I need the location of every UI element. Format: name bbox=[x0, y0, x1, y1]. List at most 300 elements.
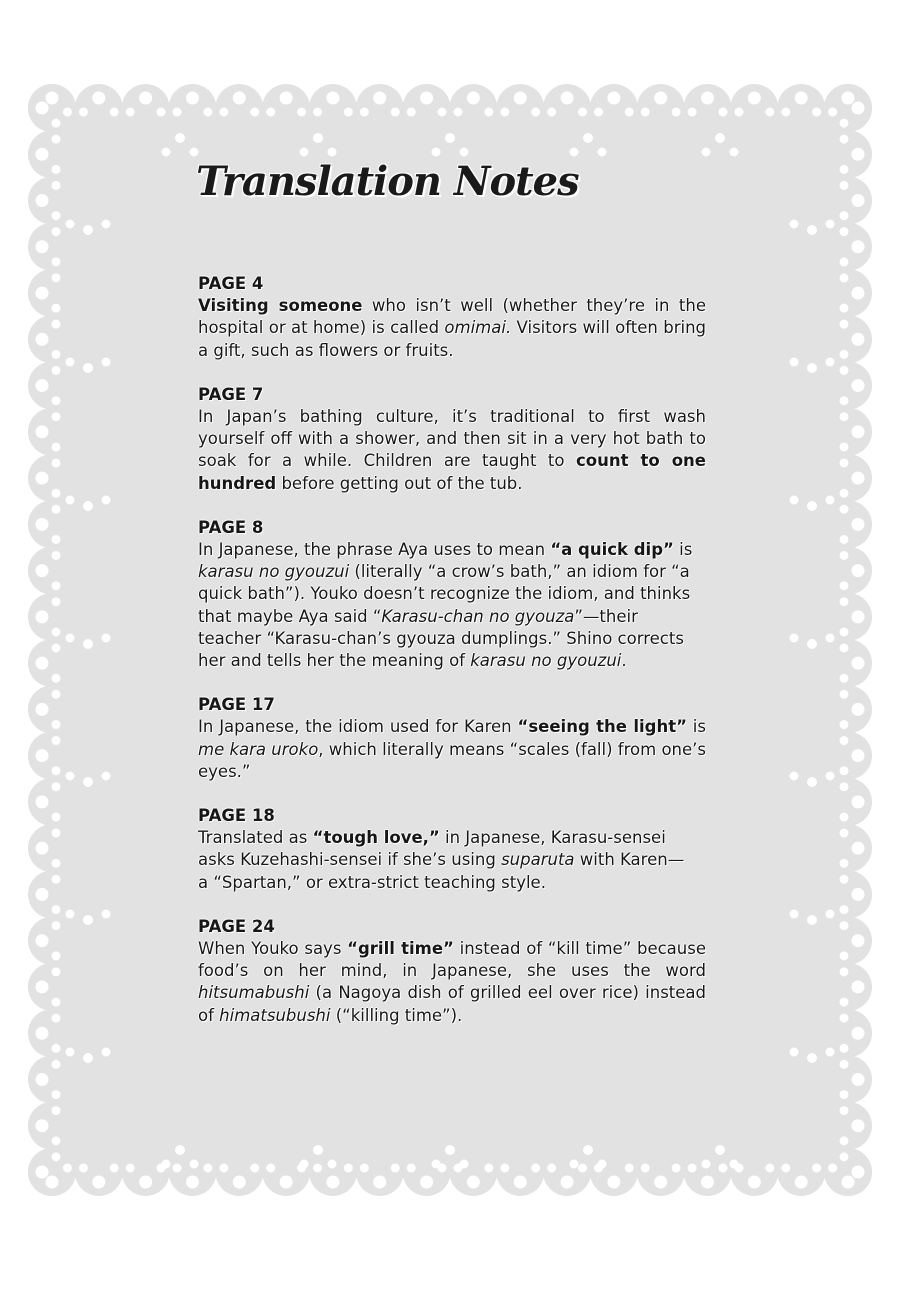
lace-eyelet bbox=[840, 998, 849, 1007]
lace-eyelet bbox=[280, 92, 293, 105]
lace-eyelet bbox=[852, 333, 865, 346]
lace-eyelet bbox=[484, 1164, 493, 1173]
lace-eyelet bbox=[852, 934, 865, 947]
lace-eyelet bbox=[344, 108, 353, 117]
lace-eyelet bbox=[840, 720, 849, 729]
lace-eyelet bbox=[790, 772, 799, 781]
lace-eyelet bbox=[852, 888, 865, 901]
lace-eyelet bbox=[63, 108, 72, 117]
lace-eyelet bbox=[583, 133, 593, 143]
lace-eyelet bbox=[83, 501, 93, 511]
lace-eyelet bbox=[52, 135, 61, 144]
lace-eyelet bbox=[36, 425, 49, 438]
lace-eyelet bbox=[83, 1053, 93, 1063]
lace-eyelet bbox=[83, 639, 93, 649]
lace-eyelet bbox=[852, 240, 865, 253]
lace-eyelet bbox=[420, 92, 433, 105]
note-text: is bbox=[673, 540, 693, 560]
lace-eyelet bbox=[840, 257, 849, 266]
lace-eyelet bbox=[531, 108, 540, 117]
lace-eyelet bbox=[52, 320, 61, 329]
lace-eyelet bbox=[840, 951, 849, 960]
lace-eyelet bbox=[570, 148, 579, 157]
lace-eyelet bbox=[66, 910, 75, 919]
lace-eyelet bbox=[102, 358, 111, 367]
lace-eyelet bbox=[840, 1106, 849, 1115]
lace-eyelet bbox=[852, 657, 865, 670]
translation-notes-list bbox=[198, 273, 706, 1049]
lace-eyelet bbox=[840, 273, 849, 282]
lace-eyelet bbox=[840, 875, 849, 884]
lace-eyelet bbox=[748, 1176, 761, 1189]
lace-eyelet bbox=[52, 859, 61, 868]
lace-eyelet bbox=[701, 1176, 714, 1189]
lace-eyelet bbox=[828, 1164, 837, 1173]
note-text: a “Spartan,” or extra-strict teaching style. bbox=[198, 872, 546, 892]
lace-eyelet bbox=[432, 1160, 441, 1169]
lace-eyelet bbox=[36, 194, 49, 207]
lace-eyelet bbox=[840, 396, 849, 405]
lace-eyelet bbox=[52, 1136, 61, 1145]
lace-eyelet bbox=[52, 1044, 61, 1053]
lace-eyelet bbox=[654, 1176, 667, 1189]
note-text: In Japan’s bathing culture, it’s traditional to first wash yourself off with a shower, and then sit in a very hot bath to soak for a while. Children are taught to bbox=[198, 407, 706, 471]
lace-eyelet bbox=[52, 1060, 61, 1069]
emphasized-phrase: “tough love,” bbox=[312, 828, 440, 848]
lace-eyelet bbox=[688, 1164, 697, 1173]
lace-eyelet bbox=[52, 366, 61, 375]
lace-eyelet bbox=[52, 458, 61, 467]
page-title: Translation Notes bbox=[196, 158, 579, 205]
lace-eyelet bbox=[781, 108, 790, 117]
note-heading: PAGE 18 bbox=[198, 806, 275, 826]
lace-eyelet bbox=[407, 1164, 416, 1173]
lace-eyelet bbox=[840, 581, 849, 590]
note-text: , which literally means “scales (fall) from one’s eyes.” bbox=[198, 739, 706, 781]
lace-eyelet bbox=[52, 535, 61, 544]
lace-eyelet bbox=[110, 1164, 119, 1173]
note-body bbox=[198, 872, 706, 894]
lace-eyelet bbox=[36, 564, 49, 577]
lace-eyelet bbox=[578, 1164, 587, 1173]
lace-eyelet bbox=[328, 148, 337, 157]
lace-eyelet bbox=[52, 644, 61, 653]
lace-eyelet bbox=[102, 1048, 111, 1057]
lace-eyelet bbox=[92, 1176, 105, 1189]
lace-eyelet bbox=[702, 148, 711, 157]
lace-eyelet bbox=[840, 165, 849, 174]
note-section bbox=[198, 273, 706, 362]
lace-eyelet bbox=[326, 1176, 339, 1189]
lace-eyelet bbox=[52, 998, 61, 1007]
note-text: is bbox=[686, 717, 706, 737]
note-text: with Karen— bbox=[574, 850, 685, 870]
note-text: her and tells her the meaning of bbox=[198, 651, 471, 671]
lace-eyelet bbox=[807, 639, 817, 649]
lace-eyelet bbox=[36, 148, 49, 161]
lace-eyelet bbox=[840, 1060, 849, 1069]
lace-eyelet bbox=[454, 108, 463, 117]
note-body bbox=[198, 295, 706, 362]
lace-eyelet bbox=[807, 501, 817, 511]
lace-eyelet bbox=[52, 921, 61, 930]
lace-eyelet bbox=[688, 108, 697, 117]
lace-eyelet bbox=[748, 92, 761, 105]
lace-eyelet bbox=[52, 165, 61, 174]
lace-eyelet bbox=[360, 108, 369, 117]
lace-eyelet bbox=[852, 610, 865, 623]
lace-eyelet bbox=[765, 108, 774, 117]
lace-eyelet bbox=[52, 951, 61, 960]
lace-eyelet bbox=[36, 749, 49, 762]
note-text: who isn’t well (whether they’re in the hospital or at home) is called bbox=[198, 296, 706, 338]
lace-eyelet bbox=[594, 108, 603, 117]
lace-eyelet bbox=[547, 1164, 556, 1173]
lace-eyelet bbox=[52, 782, 61, 791]
lace-eyelet bbox=[52, 1106, 61, 1115]
lace-eyelet bbox=[840, 227, 849, 236]
lace-eyelet bbox=[607, 92, 620, 105]
lace-eyelet bbox=[826, 358, 835, 367]
lace-eyelet bbox=[66, 358, 75, 367]
lace-eyelet bbox=[500, 1164, 509, 1173]
note-heading: PAGE 4 bbox=[198, 274, 264, 293]
lace-eyelet bbox=[83, 363, 93, 373]
lace-eyelet bbox=[52, 1090, 61, 1099]
lace-eyelet bbox=[598, 148, 607, 157]
lace-eyelet bbox=[840, 119, 849, 128]
lace-eyelet bbox=[83, 225, 93, 235]
lace-eyelet bbox=[190, 148, 199, 157]
lace-eyelet bbox=[36, 1073, 49, 1086]
lace-eyelet bbox=[326, 92, 339, 105]
lace-eyelet bbox=[467, 1176, 480, 1189]
lace-eyelet bbox=[52, 442, 61, 451]
lace-eyelet bbox=[407, 108, 416, 117]
lace-eyelet bbox=[795, 92, 808, 105]
lace-eyelet bbox=[607, 1176, 620, 1189]
lace-eyelet bbox=[52, 720, 61, 729]
lace-eyelet bbox=[219, 1164, 228, 1173]
lace-eyelet bbox=[66, 496, 75, 505]
lace-eyelet bbox=[702, 1160, 711, 1169]
lace-eyelet bbox=[66, 634, 75, 643]
japanese-term: omimai. bbox=[444, 318, 512, 338]
lace-eyelet bbox=[52, 736, 61, 745]
lace-eyelet bbox=[840, 766, 849, 775]
note-body bbox=[198, 650, 706, 672]
lace-eyelet bbox=[467, 92, 480, 105]
lace-eyelet bbox=[460, 148, 469, 157]
lace-eyelet bbox=[313, 1164, 322, 1173]
lace-eyelet bbox=[852, 518, 865, 531]
lace-eyelet bbox=[445, 1145, 455, 1155]
lace-eyelet bbox=[790, 220, 799, 229]
lace-eyelet bbox=[840, 967, 849, 976]
lace-eyelet bbox=[52, 1152, 61, 1161]
lace-eyelet bbox=[126, 108, 135, 117]
note-text: in Japanese, Karasu-sensei bbox=[439, 828, 666, 848]
lace-eyelet bbox=[79, 1164, 88, 1173]
lace-eyelet bbox=[52, 257, 61, 266]
lace-eyelet bbox=[266, 108, 275, 117]
lace-eyelet bbox=[300, 1160, 309, 1169]
note-heading: PAGE 17 bbox=[198, 695, 275, 715]
note-heading: PAGE 7 bbox=[198, 384, 264, 404]
lace-eyelet bbox=[280, 1176, 293, 1189]
lace-eyelet bbox=[52, 350, 61, 359]
lace-eyelet bbox=[139, 1176, 152, 1189]
lace-eyelet bbox=[840, 320, 849, 329]
lace-eyelet bbox=[840, 350, 849, 359]
lace-eyelet bbox=[83, 777, 93, 787]
note-text: In Japanese, the idiom used for Karen bbox=[198, 717, 518, 737]
lace-eyelet bbox=[715, 1145, 725, 1155]
lace-eyelet bbox=[840, 489, 849, 498]
lace-eyelet bbox=[92, 92, 105, 105]
note-text: (literally “a crow’s bath,” an idiom for “a quick bath”). Youko doesn’t recognize the idiom, and thinks that maybe Aya said “ bbox=[198, 562, 691, 626]
lace-eyelet bbox=[373, 92, 386, 105]
lace-eyelet bbox=[173, 108, 182, 117]
lace-eyelet bbox=[654, 92, 667, 105]
lace-eyelet bbox=[840, 597, 849, 606]
lace-eyelet bbox=[840, 1044, 849, 1053]
lace-eyelet bbox=[328, 1160, 337, 1169]
lace-eyelet bbox=[807, 363, 817, 373]
lace-eyelet bbox=[840, 782, 849, 791]
lace-eyelet bbox=[641, 1164, 650, 1173]
japanese-term: karasu no gyouzui bbox=[470, 651, 622, 671]
lace-eyelet bbox=[826, 496, 835, 505]
lace-eyelet bbox=[126, 1164, 135, 1173]
note-text: In Japanese, the phrase Aya uses to mean bbox=[198, 540, 551, 560]
lace-eyelet bbox=[52, 304, 61, 313]
lace-eyelet bbox=[52, 875, 61, 884]
emphasized-phrase: “seeing the light” bbox=[517, 717, 687, 737]
lace-eyelet bbox=[826, 220, 835, 229]
lace-eyelet bbox=[852, 379, 865, 392]
lace-eyelet bbox=[52, 905, 61, 914]
note-text: . bbox=[621, 651, 627, 671]
lace-eyelet bbox=[840, 135, 849, 144]
lace-eyelet bbox=[66, 772, 75, 781]
note-text: When Youko says bbox=[198, 939, 348, 959]
lace-eyelet bbox=[715, 133, 725, 143]
lace-eyelet bbox=[36, 610, 49, 623]
lace-eyelet bbox=[52, 181, 61, 190]
lace-eyelet bbox=[840, 535, 849, 544]
lace-eyelet bbox=[840, 211, 849, 220]
lace-eyelet bbox=[840, 813, 849, 822]
lace-eyelet bbox=[373, 1176, 386, 1189]
lace-eyelet bbox=[514, 1176, 527, 1189]
lace-eyelet bbox=[36, 657, 49, 670]
emphasized-phrase: Visiting someone bbox=[198, 296, 363, 316]
lace-eyelet bbox=[52, 829, 61, 838]
lace-eyelet bbox=[102, 910, 111, 919]
lace-eyelet bbox=[570, 1160, 579, 1169]
lace-eyelet bbox=[233, 92, 246, 105]
lace-eyelet bbox=[840, 505, 849, 514]
note-body bbox=[198, 716, 706, 783]
lace-eyelet bbox=[718, 108, 727, 117]
lace-eyelet bbox=[840, 1090, 849, 1099]
lace-eyelet bbox=[734, 108, 743, 117]
lace-eyelet bbox=[219, 108, 228, 117]
lace-eyelet bbox=[807, 777, 817, 787]
lace-eyelet bbox=[812, 1164, 821, 1173]
lace-eyelet bbox=[701, 92, 714, 105]
lace-eyelet bbox=[500, 108, 509, 117]
lace-eyelet bbox=[52, 396, 61, 405]
lace-eyelet bbox=[79, 108, 88, 117]
note-section bbox=[198, 517, 706, 672]
lace-eyelet bbox=[445, 133, 455, 143]
lace-eyelet bbox=[52, 412, 61, 421]
japanese-term: himatsubushi bbox=[219, 1005, 331, 1025]
japanese-term: hitsumabushi bbox=[198, 983, 310, 1003]
lace-eyelet bbox=[625, 108, 634, 117]
lace-eyelet bbox=[233, 1176, 246, 1189]
note-heading: PAGE 8 bbox=[198, 517, 264, 537]
lace-eyelet bbox=[826, 1048, 835, 1057]
note-body bbox=[198, 827, 706, 849]
lace-eyelet bbox=[795, 1176, 808, 1189]
lace-eyelet bbox=[852, 1119, 865, 1132]
lace-eyelet bbox=[52, 597, 61, 606]
lace-eyelet bbox=[110, 108, 119, 117]
lace-eyelet bbox=[36, 287, 49, 300]
lace-eyelet bbox=[36, 795, 49, 808]
lace-eyelet bbox=[139, 92, 152, 105]
lace-eyelet bbox=[807, 225, 817, 235]
note-text: before getting out of the tub. bbox=[276, 473, 523, 493]
japanese-term: Karasu-chan no gyouza bbox=[381, 606, 575, 626]
lace-eyelet bbox=[852, 472, 865, 485]
lace-eyelet bbox=[52, 227, 61, 236]
lace-eyelet bbox=[36, 472, 49, 485]
lace-eyelet bbox=[102, 634, 111, 643]
lace-eyelet bbox=[460, 1160, 469, 1169]
lace-eyelet bbox=[36, 842, 49, 855]
lace-eyelet bbox=[840, 628, 849, 637]
note-text: ”—their teacher “Karasu-chan’s gyouza dumplings.” Shino corrects bbox=[198, 606, 684, 648]
lace-eyelet bbox=[36, 1166, 49, 1179]
lace-eyelet bbox=[840, 442, 849, 451]
lace-eyelet bbox=[730, 1160, 739, 1169]
lace-eyelet bbox=[840, 829, 849, 838]
lace-eyelet bbox=[313, 1145, 323, 1155]
lace-eyelet bbox=[852, 148, 865, 161]
lace-eyelet bbox=[826, 634, 835, 643]
lace-eyelet bbox=[852, 795, 865, 808]
lace-eyelet bbox=[36, 1027, 49, 1040]
lace-eyelet bbox=[36, 379, 49, 392]
lace-eyelet bbox=[561, 1176, 574, 1189]
lace-eyelet bbox=[840, 921, 849, 930]
lace-eyelet bbox=[52, 967, 61, 976]
lace-eyelet bbox=[852, 287, 865, 300]
lace-eyelet bbox=[391, 108, 400, 117]
note-section bbox=[198, 384, 706, 495]
lace-eyelet bbox=[561, 92, 574, 105]
lace-eyelet bbox=[36, 934, 49, 947]
lace-eyelet bbox=[391, 1164, 400, 1173]
lace-eyelet bbox=[826, 910, 835, 919]
lace-eyelet bbox=[203, 108, 212, 117]
lace-eyelet bbox=[718, 1164, 727, 1173]
lace-eyelet bbox=[36, 980, 49, 993]
lace-eyelet bbox=[781, 1164, 790, 1173]
lace-eyelet bbox=[66, 220, 75, 229]
note-heading: PAGE 24 bbox=[198, 916, 275, 936]
note-text: asks Kuzehashi-sensei if she’s using bbox=[198, 850, 502, 870]
note-body bbox=[198, 406, 706, 495]
lace-eyelet bbox=[52, 119, 61, 128]
lace-eyelet bbox=[840, 1014, 849, 1023]
lace-eyelet bbox=[46, 1176, 59, 1189]
lace-eyelet bbox=[790, 1048, 799, 1057]
emphasized-phrase: “grill time” bbox=[347, 939, 454, 959]
lace-eyelet bbox=[36, 518, 49, 531]
lace-eyelet bbox=[438, 108, 447, 117]
note-text: Translated as bbox=[198, 828, 313, 848]
lace-eyelet bbox=[162, 1160, 171, 1169]
note-text: Visitors will often bring a gift, such as flowers or fruits. bbox=[198, 318, 707, 360]
japanese-term: suparuta bbox=[501, 850, 575, 870]
lace-eyelet bbox=[790, 358, 799, 367]
lace-eyelet bbox=[840, 736, 849, 745]
lace-eyelet bbox=[807, 1053, 817, 1063]
note-body bbox=[198, 849, 706, 871]
lace-eyelet bbox=[484, 108, 493, 117]
lace-eyelet bbox=[83, 915, 93, 925]
lace-eyelet bbox=[852, 564, 865, 577]
lace-eyelet bbox=[102, 496, 111, 505]
lace-eyelet bbox=[828, 108, 837, 117]
lace-eyelet bbox=[514, 92, 527, 105]
lace-eyelet bbox=[175, 133, 185, 143]
lace-eyelet bbox=[175, 1145, 185, 1155]
note-section bbox=[198, 805, 706, 894]
lace-eyelet bbox=[852, 842, 865, 855]
lace-eyelet bbox=[547, 108, 556, 117]
lace-eyelet bbox=[840, 458, 849, 467]
lace-eyelet bbox=[852, 980, 865, 993]
lace-eyelet bbox=[52, 273, 61, 282]
lace-eyelet bbox=[66, 1048, 75, 1057]
lace-eyelet bbox=[852, 1073, 865, 1086]
lace-eyelet bbox=[812, 108, 821, 117]
lace-eyelet bbox=[840, 304, 849, 313]
lace-eyelet bbox=[52, 1014, 61, 1023]
lace-eyelet bbox=[46, 92, 59, 105]
lace-eyelet bbox=[313, 108, 322, 117]
lace-eyelet bbox=[157, 108, 166, 117]
lace-eyelet bbox=[173, 1164, 182, 1173]
lace-eyelet bbox=[186, 92, 199, 105]
lace-eyelet bbox=[625, 1164, 634, 1173]
lace-eyelet bbox=[432, 148, 441, 157]
lace-eyelet bbox=[300, 148, 309, 157]
lace-eyelet bbox=[52, 674, 61, 683]
lace-eyelet bbox=[790, 496, 799, 505]
lace-eyelet bbox=[52, 690, 61, 699]
lace-eyelet bbox=[36, 240, 49, 253]
lace-eyelet bbox=[313, 133, 323, 143]
lace-eyelet bbox=[52, 628, 61, 637]
emphasized-phrase: count to one hundred bbox=[198, 451, 706, 493]
